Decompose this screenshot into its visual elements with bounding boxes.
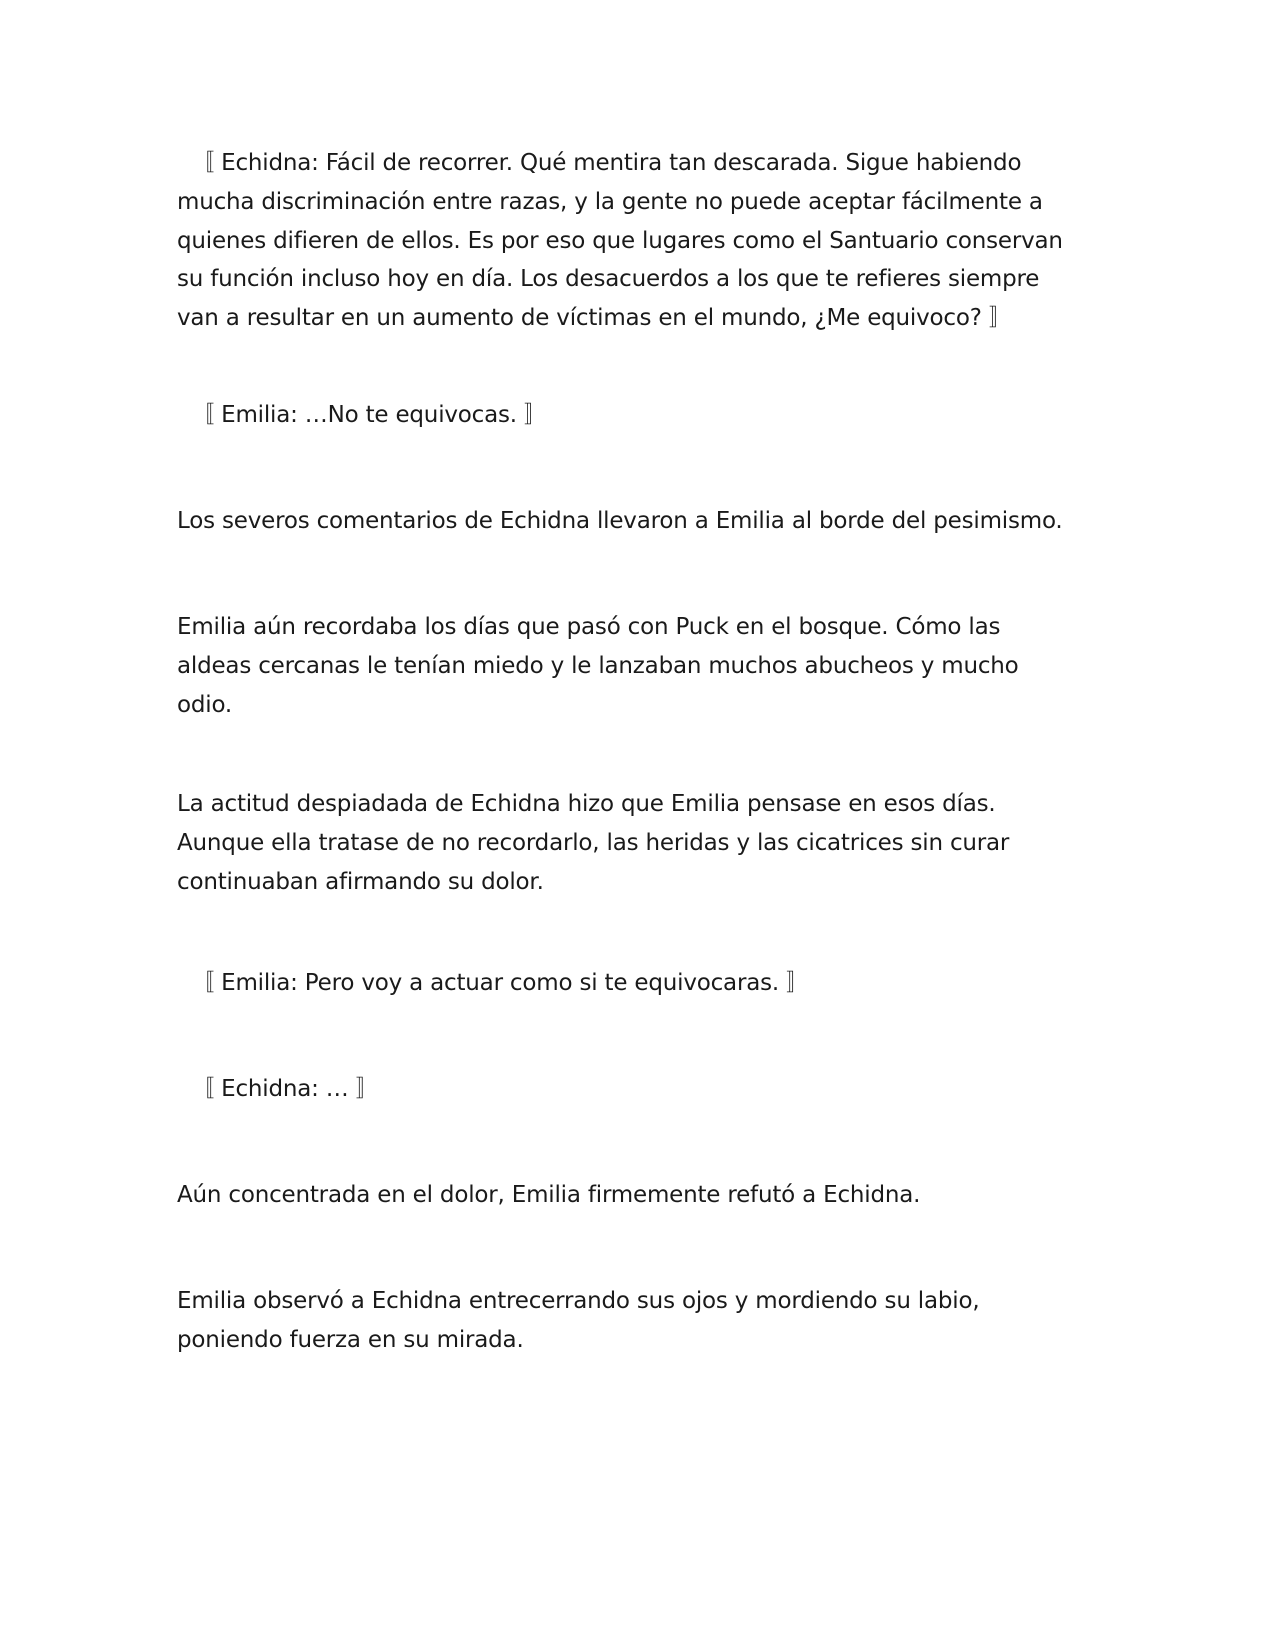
paragraph-narration-4: Aún concentrada en el dolor, Emilia firmemente refutó a Echidna. — [177, 1182, 921, 1208]
paragraph-echidna-dialogue-1: 〚 Echidna: Fácil de recorrer. Qué mentira tan descarada. Sigue habiendo mucha discriminación entre razas, y la gente no puede aceptar fácilmente a quienes difieren de ellos. Es por eso que lugares como el Santuario conservan su función incluso hoy en día. Los desacuerdos a los que te refieres siempre van a resultar en un aumento de víctimas en el mundo, ¿Me equivoco? 〛 — [177, 150, 1063, 332]
paragraph-narration-2: Emilia aún recordaba los días que pasó con Puck en el bosque. Cómo las aldeas cercanas le tenían miedo y le lanzaban muchos abucheos y mucho odio. — [177, 614, 1019, 718]
paragraph-echidna-dialogue-2: 〚 Echidna: … 〛 — [177, 1076, 379, 1102]
paragraph-narration-5: Emilia observó a Echidna entrecerrando sus ojos y mordiendo su labio, poniendo fuerza en su mirada. — [177, 1288, 980, 1353]
paragraph-narration-3: La actitud despiadada de Echidna hizo que Emilia pensase en esos días. Aunque ella tratase de no recordarlo, las heridas y las cicatrices sin curar continuaban afirmando su dolor. — [177, 791, 1010, 895]
paragraph-emilia-dialogue-1: 〚 Emilia: …No te equivocas. 〛 — [177, 402, 547, 428]
paragraph-narration-1: Los severos comentarios de Echidna llevaron a Emilia al borde del pesimismo. — [177, 508, 1063, 534]
paragraph-emilia-dialogue-2: 〚 Emilia: Pero voy a actuar como si te equivocaras. 〛 — [177, 970, 809, 996]
